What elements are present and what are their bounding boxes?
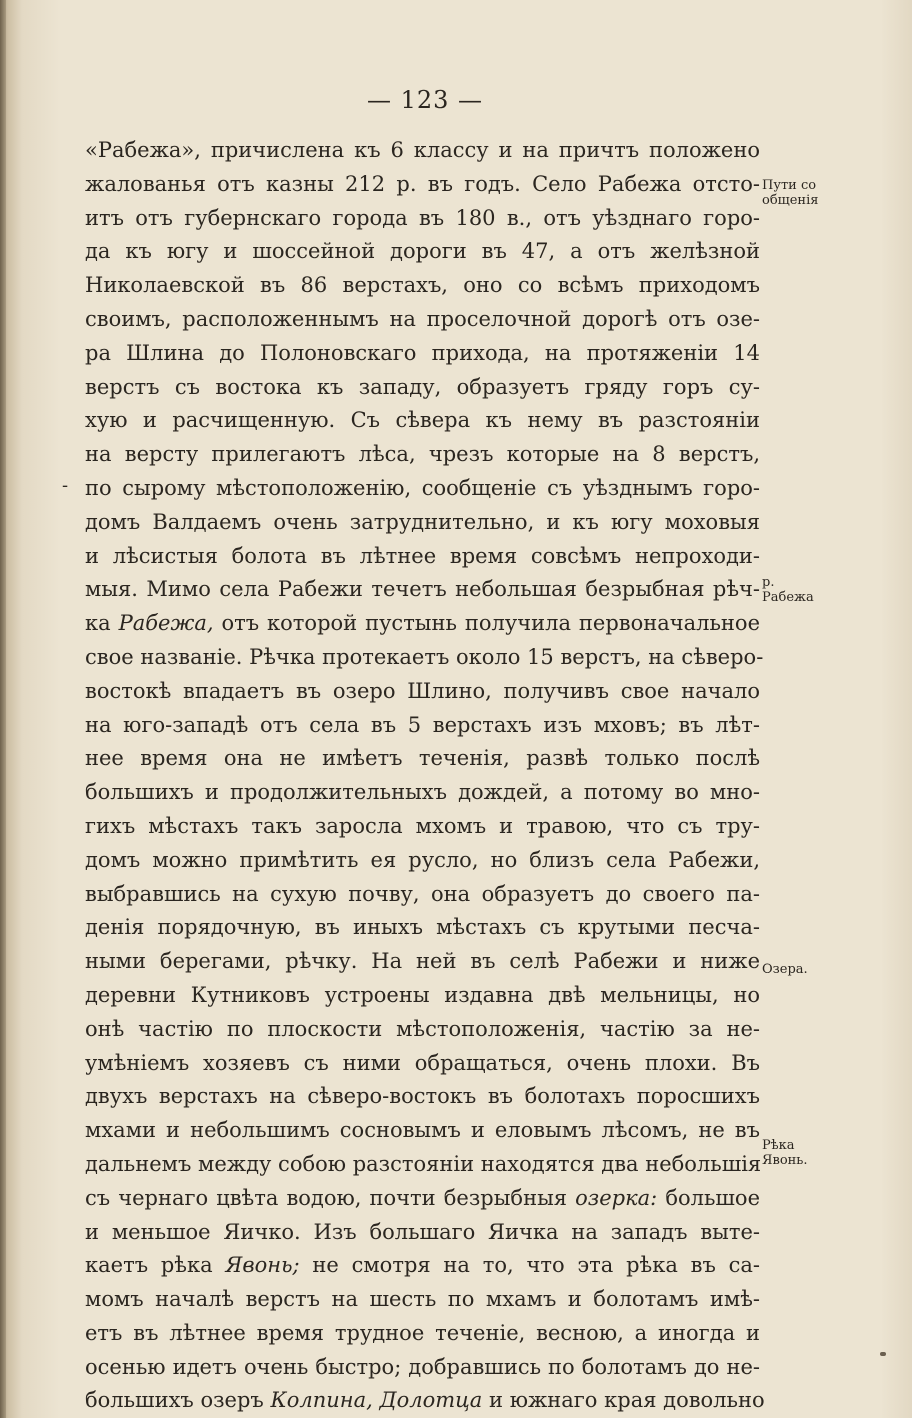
text-line: дальнемъ между собою разстояніи находятся два небольшія (85, 1151, 762, 1176)
text-line: по сырому мѣстоположенію, сообщеніе съ уѣзднымъ горо- (85, 475, 760, 500)
text-line: нее время она не имѣетъ теченія, развѣ только послѣ (85, 746, 760, 771)
text-line: и меньшое Яичко. Изъ большаго Яичка на западъ выте- (85, 1219, 760, 1244)
text-line: ными берегами, рѣчку. На ней въ селѣ Рабежи и ниже (85, 949, 760, 974)
text-line: мыя. Мимо села Рабежи течетъ небольшая безрыбная рѣч- (85, 577, 760, 602)
body-text (85, 134, 765, 1418)
margin-dash-mark: - (62, 475, 69, 496)
text-line: хую и расчищенную. Съ сѣвера къ нему въ разстояніи (85, 408, 760, 433)
text-line: верстъ съ востока къ западу, образуетъ гряду горъ су- (85, 374, 760, 399)
text-line: на версту прилегаютъ лѣса, чрезъ которые на 8 верстъ, (85, 442, 760, 467)
text-line: большихъ и продолжительныхъ дождей, а потому во мно- (85, 780, 760, 805)
margin-note-ozera: Озера. (762, 962, 808, 977)
margin-note-yavon: Рѣка Явонь. (762, 1138, 808, 1168)
text-line: момъ началѣ верстъ на шесть по мхамъ и болотамъ имѣ- (85, 1287, 760, 1312)
text-line: Николаевской въ 86 верстахъ, оно со всѣмъ приходомъ (85, 273, 760, 298)
text-line: на юго-западѣ отъ села въ 5 верстахъ изъ мховъ; въ лѣт- (85, 712, 760, 737)
text-line: итъ отъ губернскаго города въ 180 в., отъ уѣзднаго горо- (85, 205, 760, 230)
page-number: — 123 — (366, 86, 484, 114)
text-line: денія порядочную, въ иныхъ мѣстахъ съ крутыми песча- (85, 915, 760, 940)
text-line: онѣ частію по плоскости мѣстоположенія, частію за не- (85, 1016, 760, 1041)
text-line: ра Шлина до Полоновскаго прихода, на протяженіи 14 (85, 340, 760, 365)
text-line: домъ можно примѣтить ея русло, но близъ села Рабежи, (85, 847, 760, 872)
text-line: жалованья отъ казны 212 р. въ годъ. Село Рабежа отсто- (85, 171, 760, 196)
text-line: своимъ, расположеннымъ на проселочной дорогѣ отъ озе- (85, 306, 760, 331)
text-line: ка Рабежа, отъ которой пустынь получила первоначальное (85, 611, 760, 636)
text-line: мхами и небольшимъ сосновымъ и еловымъ лѣсомъ, не въ (85, 1118, 760, 1143)
margin-note-puti: Пути со общенія (762, 178, 819, 208)
text-line: двухъ верстахъ на сѣверо-востокъ въ болотахъ поросшихъ (85, 1084, 760, 1109)
book-spine-shadow (0, 0, 6, 1418)
text-line: востокѣ впадаетъ въ озеро Шлино, получивъ свое начало (85, 678, 760, 703)
text-line: да къ югу и шоссейной дороги въ 47, а отъ желѣзной (85, 239, 760, 264)
paper-speck (880, 1352, 886, 1356)
text-line: выбравшись на сухую почву, она образуетъ до своего па- (85, 881, 760, 906)
text-line: домъ Валдаемъ очень затруднительно, и къ югу моховыя (85, 509, 760, 534)
text-line: деревни Кутниковъ устроены издавна двѣ мельницы, но (85, 982, 760, 1007)
text-line: и лѣсистыя болота въ лѣтнее время совсѣмъ непроходи- (85, 543, 760, 568)
text-line: большихъ озеръ Колпина, Долотца и южнаго края довольно (85, 1388, 765, 1413)
text-line: умѣніемъ хозяевъ съ ними обращаться, очень плохи. Въ (85, 1050, 760, 1075)
text-line: каетъ рѣка Явонь; не смотря на то, что эта рѣка въ са- (85, 1253, 761, 1278)
text-line: етъ въ лѣтнее время трудное теченіе, весною, а иногда и (85, 1320, 760, 1345)
text-line: гихъ мѣстахъ такъ заросла мхомъ и травою, что съ тру- (85, 813, 760, 838)
text-line: осенью идетъ очень быстро; добравшись по болотамъ до не- (85, 1354, 760, 1379)
text-line: свое названіе. Рѣчка протекаетъ около 15 верстъ, на сѣверо- (85, 644, 764, 669)
text-line: съ чернаго цвѣта водою, почти безрыбныя озерка: большое (85, 1185, 760, 1210)
margin-note-rabezha: р. Рабежа (762, 575, 814, 605)
text-line: «Рабежа», причислена къ 6 классу и на причтъ положено (85, 138, 760, 162)
